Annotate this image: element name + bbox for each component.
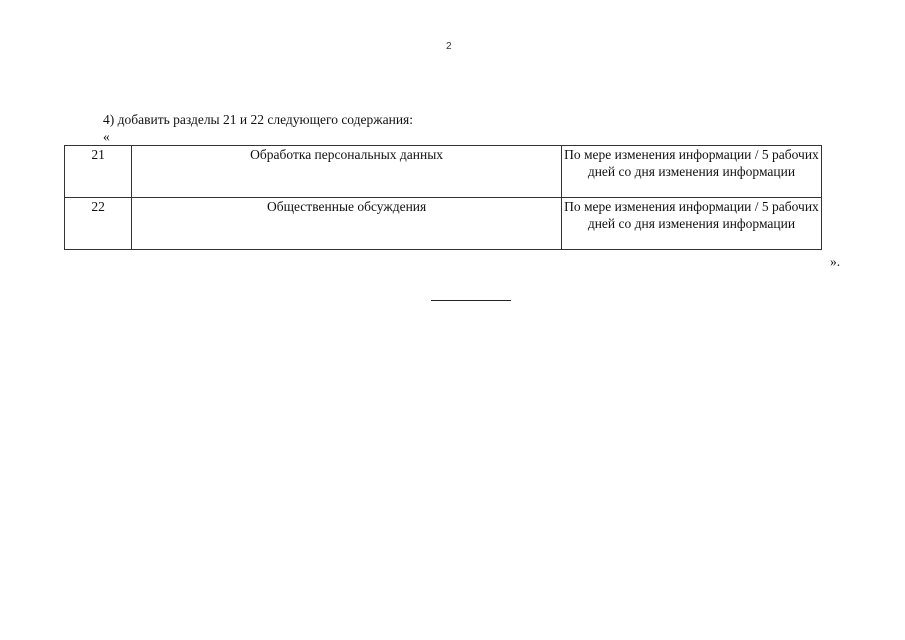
end-separator-line — [431, 300, 511, 301]
section-term-cell: По мере изменения информации / 5 рабочих дней со дня изменения информации — [561, 198, 821, 250]
section-number-cell: 21 — [65, 146, 132, 198]
section-term-cell: По мере изменения информации / 5 рабочих дней со дня изменения информации — [561, 146, 821, 198]
section-number-cell: 22 — [65, 198, 132, 250]
opening-quote: « — [103, 129, 110, 144]
page-number: 2 — [446, 41, 452, 52]
intro-paragraph: 4) добавить разделы 21 и 22 следующего содержания: — [103, 112, 414, 127]
section-name-cell: Обработка персональных данных — [132, 146, 562, 198]
table-row — [65, 146, 822, 198]
closing-quote: ». — [830, 254, 841, 269]
sections-table — [64, 145, 822, 250]
section-name-cell: Общественные обсуждения — [132, 198, 562, 250]
table-row — [65, 198, 822, 250]
